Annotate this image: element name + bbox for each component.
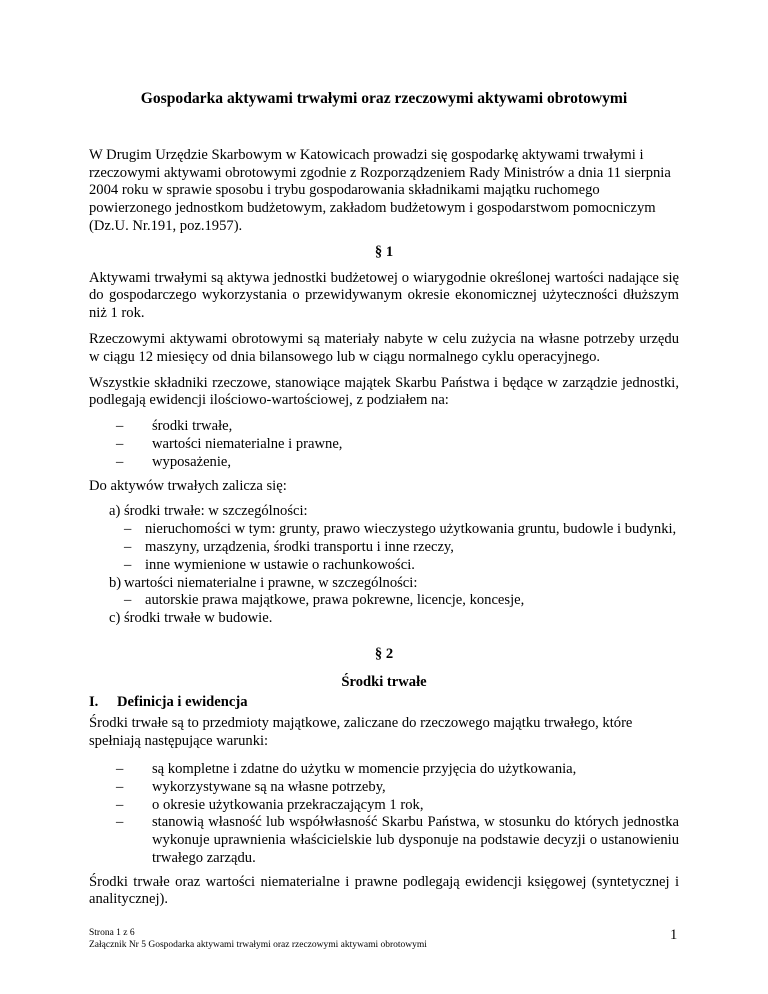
list-item-text: środki trwałe: w szczególności:	[124, 503, 308, 520]
list-label: a)	[109, 503, 121, 520]
list-item-a	[109, 503, 679, 574]
subsection-heading	[89, 694, 679, 712]
section-heading-2: § 2	[374, 645, 394, 662]
list-item: – maszyny, urządzenia, środki transportu i inne rzeczy,	[124, 539, 679, 557]
list-label: c)	[109, 610, 121, 627]
asset-category-list	[89, 418, 679, 471]
list-item: – środki trwałe,	[116, 418, 679, 436]
list-item-text: wartości niematerialne i prawne, w szczególności:	[124, 574, 418, 591]
page-counter: Strona 1 z 6	[89, 928, 135, 938]
sub-list	[124, 592, 679, 610]
page-number: 1	[670, 927, 678, 943]
list-item: – wyposażenie,	[116, 454, 679, 472]
sub-list	[124, 521, 679, 574]
section-heading-1: § 1	[374, 243, 394, 260]
subsection-title: Definicja i ewidencja	[117, 693, 248, 710]
paragraph: Środki trwałe oraz wartości niematerialne i prawne podlegają ewidencji księgowej (syntetycznej i analitycznej).	[89, 873, 679, 908]
intro-paragraph: W Drugim Urzędzie Skarbowym w Katowicach prowadzi się gospodarkę aktywami trwałymi i rzeczowymi aktywami obrotowymi zgodnie z Rozporządzeniem Rady Ministrów a dnia 11 sierpnia 2004 roku w sprawie sposobu i trybu gospodarowania składnikami majątku ruchomego powierzonego jednostkom budżetowym, zakładom budżetowym i gospodarstwom pomocniczym (Dz.U. Nr.191, poz.1957).	[89, 146, 671, 234]
list-item: – wykorzystywane są na własne potrzeby,	[116, 779, 679, 797]
section-subheading: Środki trwałe	[341, 673, 427, 690]
subsection-number: I.	[89, 693, 99, 710]
paragraph: Rzeczowymi aktywami obrotowymi są materiały nabyte w celu zużycia na własne potrzeby urzędu w ciągu 12 miesięcy od dnia bilansowego lub w ciągu normalnego cyklu operacyjnego.	[89, 330, 679, 365]
paragraph: Wszystkie składniki rzeczowe, stanowiące majątek Skarbu Państwa i będące w zarządzie jednostki, podlegają ewidencji ilościowo-wartościowej, z podziałem na:	[89, 374, 679, 409]
list-item: – stanowią własność lub współwłasność Skarbu Państwa, w stosunku do których jednostka wykonuje uprawnienia właścicielskie lub dysponuje na podstawie decyzji o ustanowieniu trwałego zarządu.	[116, 814, 679, 867]
paragraph: Aktywami trwałymi są aktywa jednostki budżetowej o wiarygodnie określonej wartości nadające się do gospodarczego wykorzystania o przewidywanym okresie ekonomicznej użyteczności dłuższym niż 1 rok.	[89, 269, 679, 322]
conditions-list	[89, 761, 679, 868]
list-label: b)	[109, 574, 122, 591]
paragraph: Do aktywów trwałych zalicza się:	[89, 477, 287, 494]
list-item-text: środki trwałe w budowie.	[124, 610, 273, 627]
list-item: – o okresie użytkowania przekraczającym 1 rok,	[116, 797, 679, 815]
fixed-assets-list	[89, 503, 679, 628]
attachment-caption: Załącznik Nr 5 Gospodarka aktywami trwałymi oraz rzeczowymi aktywami obrotowymi	[89, 940, 427, 950]
list-item: – nieruchomości w tym: grunty, prawo wieczystego użytkowania gruntu, budowle i budynki,	[124, 521, 679, 539]
list-item: – wartości niematerialne i prawne,	[116, 436, 679, 454]
page-footer	[89, 927, 679, 951]
list-item-c	[109, 610, 679, 628]
document-title: Gospodarka aktywami trwałymi oraz rzeczowymi aktywami obrotowymi	[140, 90, 628, 107]
list-item: – autorskie prawa majątkowe, prawa pokrewne, licencje, koncesje,	[124, 592, 679, 610]
list-item-b	[109, 575, 679, 611]
list-item: – są kompletne i zdatne do użytku w momencie przyjęcia do użytkowania,	[116, 761, 679, 779]
document-body	[89, 90, 679, 917]
list-item: – inne wymienione w ustawie o rachunkowości.	[124, 557, 679, 575]
paragraph: Środki trwałe są to przedmioty majątkowe, zaliczane do rzeczowego majątku trwałego, które spełniają następujące warunki:	[89, 715, 633, 750]
